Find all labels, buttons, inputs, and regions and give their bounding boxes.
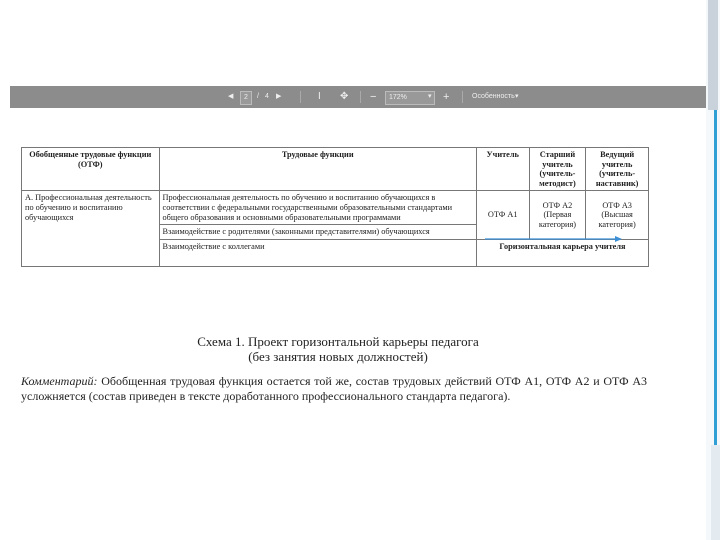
career-table: [21, 147, 649, 267]
current-page-input[interactable]: 2: [240, 91, 252, 105]
level1-cell: ОТФ А1: [476, 191, 529, 239]
table-header-row: [22, 148, 649, 191]
table-row: [22, 191, 649, 225]
comment-label: Комментарий:: [21, 374, 98, 388]
toolbar-divider: [300, 91, 301, 103]
level2-cell: ОТФ А2 (Первая категория): [529, 191, 586, 239]
header-senior-teacher: Старший учитель (учитель-методист): [529, 148, 586, 191]
previous-page-icon[interactable]: ◀: [228, 93, 234, 100]
header-functions: Трудовые функции: [159, 148, 476, 191]
zoom-in-button[interactable]: +: [443, 91, 450, 103]
header-teacher: Учитель: [476, 148, 529, 191]
mode-dropdown-icon[interactable]: ▾: [515, 93, 519, 100]
side-stripe-top: [708, 0, 718, 110]
total-pages: 4: [265, 93, 269, 100]
pdf-viewer-toolbar: [10, 86, 706, 108]
toolbar-divider: [360, 91, 361, 103]
page-separator: /: [257, 93, 259, 100]
mode-select[interactable]: Особенность: [472, 93, 515, 100]
comment-paragraph: [21, 374, 647, 404]
level3-cell: ОТФ А3 (Высшая категория): [586, 191, 649, 239]
function-cell: Взаимодействие с коллегами: [159, 239, 476, 266]
text-cursor-icon[interactable]: I: [318, 91, 321, 102]
comment-text: Обобщенная трудовая функция остается той же, состав трудовых действий ОТФ А1, ОТФ А2 и ОТФ А3 усложняется (состав приведен в тексте доработанного профессионального стандарта педагога).: [21, 374, 647, 403]
career-arrow-label: Горизонтальная карьера учителя: [499, 241, 626, 251]
function-cell: Взаимодействие с родителями (законными представителями) обучающихся: [159, 225, 476, 240]
document-page: [18, 112, 648, 432]
function-cell: Профессиональная деятельность по обучению и воспитанию обучающихся в соответствии с федеральными государственными образовательными стандартами общего образования и основными образовательными программами: [159, 191, 476, 225]
career-arrow: [477, 234, 648, 244]
career-arrow-cell: [476, 239, 648, 266]
caption-title: Схема 1. Проект горизонтальной карьеры педагога: [197, 334, 479, 349]
header-otf: Обобщенные трудовые функции (ОТФ): [22, 148, 160, 191]
caption-subtitle: (без занятия новых должностей): [248, 349, 428, 364]
zoom-level-select[interactable]: 172%: [385, 91, 435, 105]
slide-side-decoration: [706, 0, 720, 540]
toolbar-divider: [462, 91, 463, 103]
move-icon[interactable]: ✥: [340, 91, 349, 102]
zoom-out-button[interactable]: −: [370, 91, 377, 103]
next-page-icon[interactable]: ▶: [276, 93, 282, 100]
figure-caption: [178, 334, 498, 364]
side-stripe-accent: [714, 110, 717, 445]
side-stripe-bottom: [711, 445, 720, 540]
otf-name-cell: А. Профессиональная деятельность по обучению и воспитанию обучающихся: [22, 191, 160, 266]
zoom-dropdown-icon[interactable]: ▾: [428, 93, 432, 100]
header-leading-teacher: Ведущий учитель (учитель-наставник): [586, 148, 649, 191]
